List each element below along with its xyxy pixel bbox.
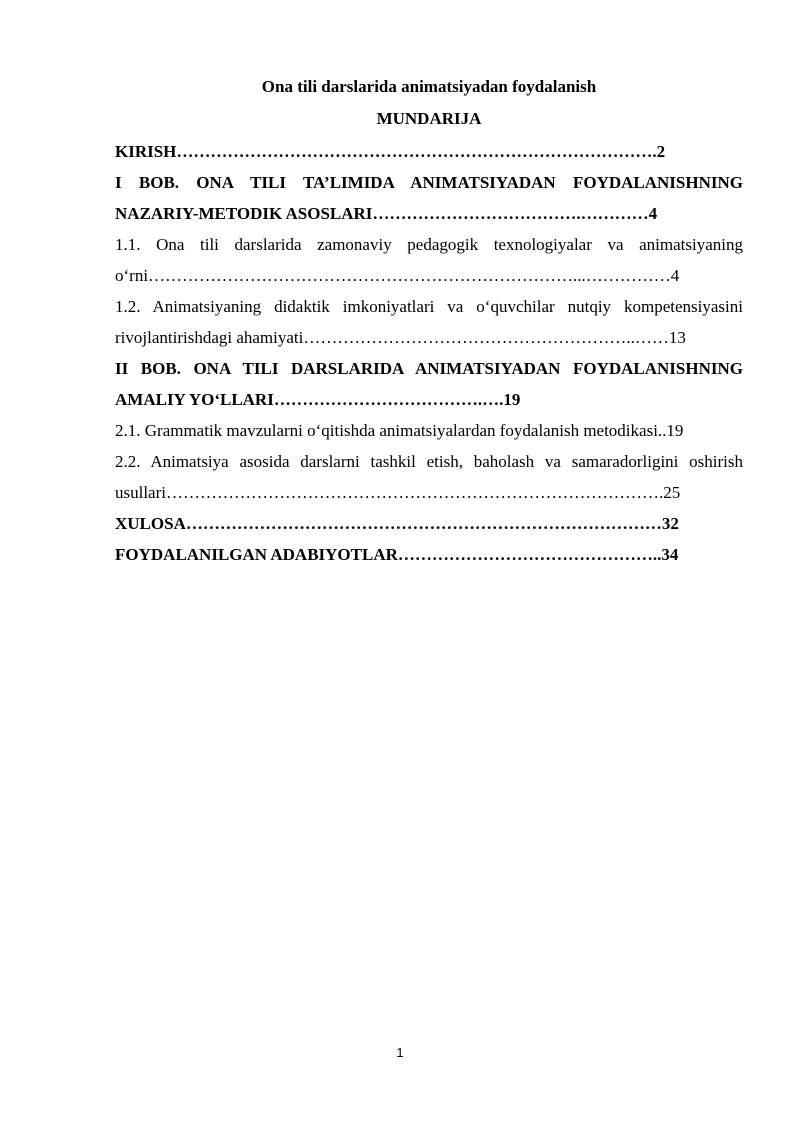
toc-entry-chapter-1[interactable]: I BOB. ONA TILI TA’LIMIDA ANIMATSIYADAN FOYDALANISHNING NAZARIY-METODIK ASOSLARI……………………………….…………4 bbox=[115, 173, 743, 223]
table-of-contents bbox=[115, 136, 743, 570]
toc-entry-bibliography[interactable]: FOYDALANILGAN ADABIYOTLAR………………………………………..34 bbox=[115, 545, 679, 564]
toc-entry-kirish[interactable]: KIRISH………………………………………………………………………….2 bbox=[115, 142, 666, 161]
page-number: 1 bbox=[396, 1045, 404, 1060]
toc-entry-section-1-2[interactable]: 1.2. Animatsiyaning didaktik imkoniyatlari va o‘quvchilar nutqiy kompetensiyasini rivojlantirishdagi ahamiyati…………………………………………………..……13 bbox=[115, 297, 743, 347]
toc-entry-section-2-1[interactable]: 2.1. Grammatik mavzularni o‘qitishda animatsiyalardan foydalanish metodikasi..19 bbox=[115, 421, 684, 440]
toc-entry-xulosa[interactable]: XULOSA…………………………………………………………………………32 bbox=[115, 514, 679, 533]
toc-entry-section-1-1[interactable]: 1.1. Ona tili darslarida zamonaviy pedagogik texnologiyalar va animatsiyaning o‘rni…………………………………………………………………...……………4 bbox=[115, 235, 743, 285]
document-title: Ona tili darslarida animatsiyadan foydalanish bbox=[261, 77, 597, 96]
toc-entry-section-2-2[interactable]: 2.2. Animatsiya asosida darslarni tashkil etish, baholash va samaradorligini oshirish usullari…………………………………………………………………………….25 bbox=[115, 452, 743, 502]
toc-entry-chapter-2[interactable]: II BOB. ONA TILI DARSLARIDA ANIMATSIYADAN FOYDALANISHNING AMALIY YO‘LLARI……………………………….….19 bbox=[115, 359, 743, 409]
toc-heading: MUNDARIJA bbox=[376, 109, 482, 128]
document-page bbox=[115, 76, 743, 570]
